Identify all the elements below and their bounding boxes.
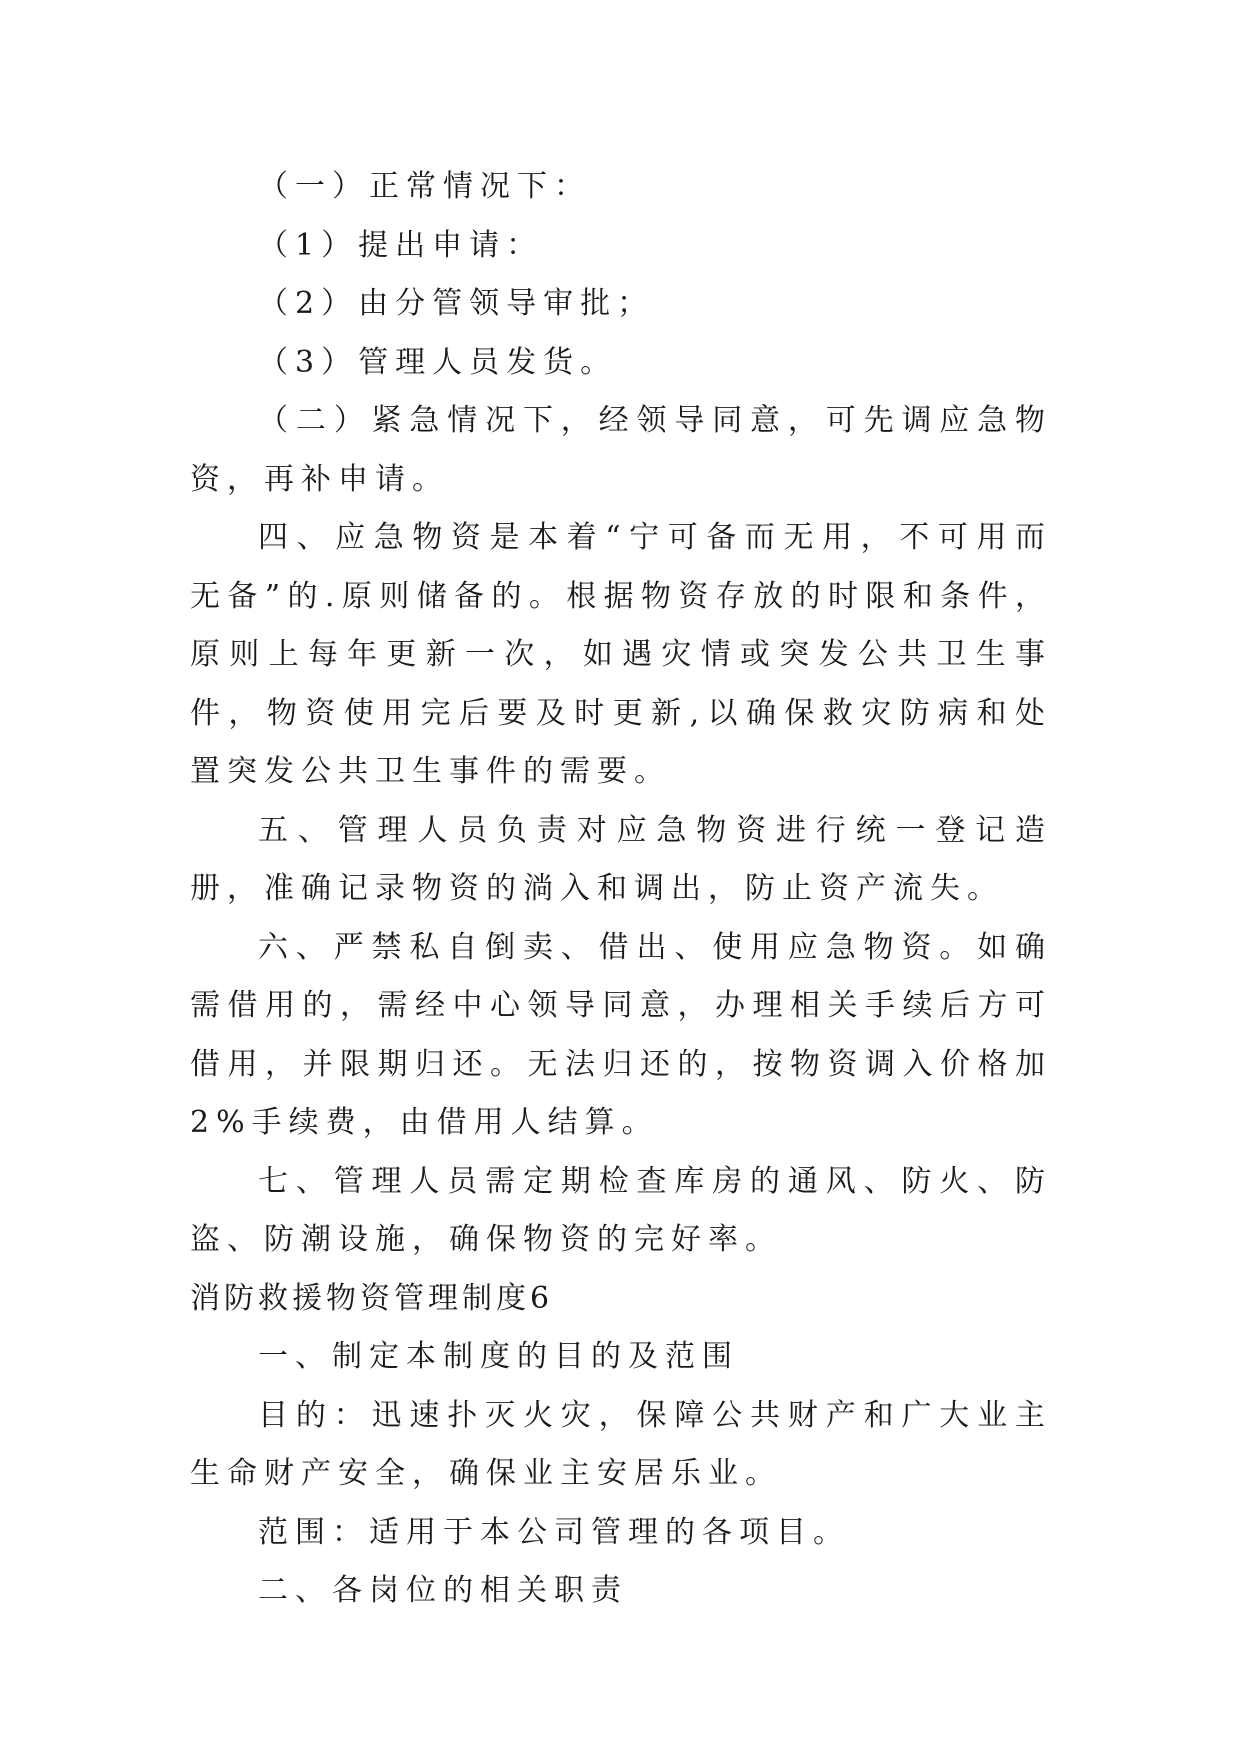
document-body [190, 158, 1052, 1621]
paragraph-normal-case: （一）正常情况下： [258, 169, 591, 204]
paragraph-step-3: （3）管理人员发货。 [258, 344, 618, 380]
document-title: 消防救援物资管理制度6 [190, 1280, 554, 1316]
paragraph-duties-heading: 二、各岗位的相关职责 [258, 1573, 628, 1608]
paragraph-section-6: 六、严禁私自倒卖、借出、使用应急物资。如确需借用的，需经中心领导同意，办理相关手续后方可借用，并限期归还。无法归还的，按物资调入价格加2%手续费，由借用人结算。 [190, 929, 1052, 1140]
paragraph-emergency-case: （二）紧急情况下，经领导同意，可先调应急物资，再补申请。 [190, 403, 1052, 497]
paragraph-section-4: 四、应急物资是本着“宁可备而无用，不可用而无备”的.原则储备的。根据物资存放的时限和条件，原则上每年更新一次，如遇灾情或突发公共卫生事件，物资使用完后要及时更新,以确保救灾防病和处置突发公共卫生事件的需要。 [190, 520, 1052, 789]
paragraph-step-1: （1）提出申请： [258, 227, 544, 263]
paragraph-purpose-scope-heading: 一、制定本制度的目的及范围 [258, 1339, 739, 1374]
paragraph-purpose: 目的：迅速扑灭火灾，保障公共财产和广大业主生命财产安全，确保业主安居乐业。 [190, 1397, 1052, 1491]
paragraph-section-7: 七、管理人员需定期检查库房的通风、防火、防盗、防潮设施，确保物资的完好率。 [190, 1163, 1052, 1257]
paragraph-scope: 范围：适用于本公司管理的各项目。 [258, 1514, 850, 1550]
paragraph-section-5: 五、管理人员负责对应急物资进行统一登记造册，准确记录物资的淌入和调出，防止资产流失。 [190, 812, 1052, 906]
paragraph-step-2: （2）由分管领导审批； [258, 286, 655, 321]
